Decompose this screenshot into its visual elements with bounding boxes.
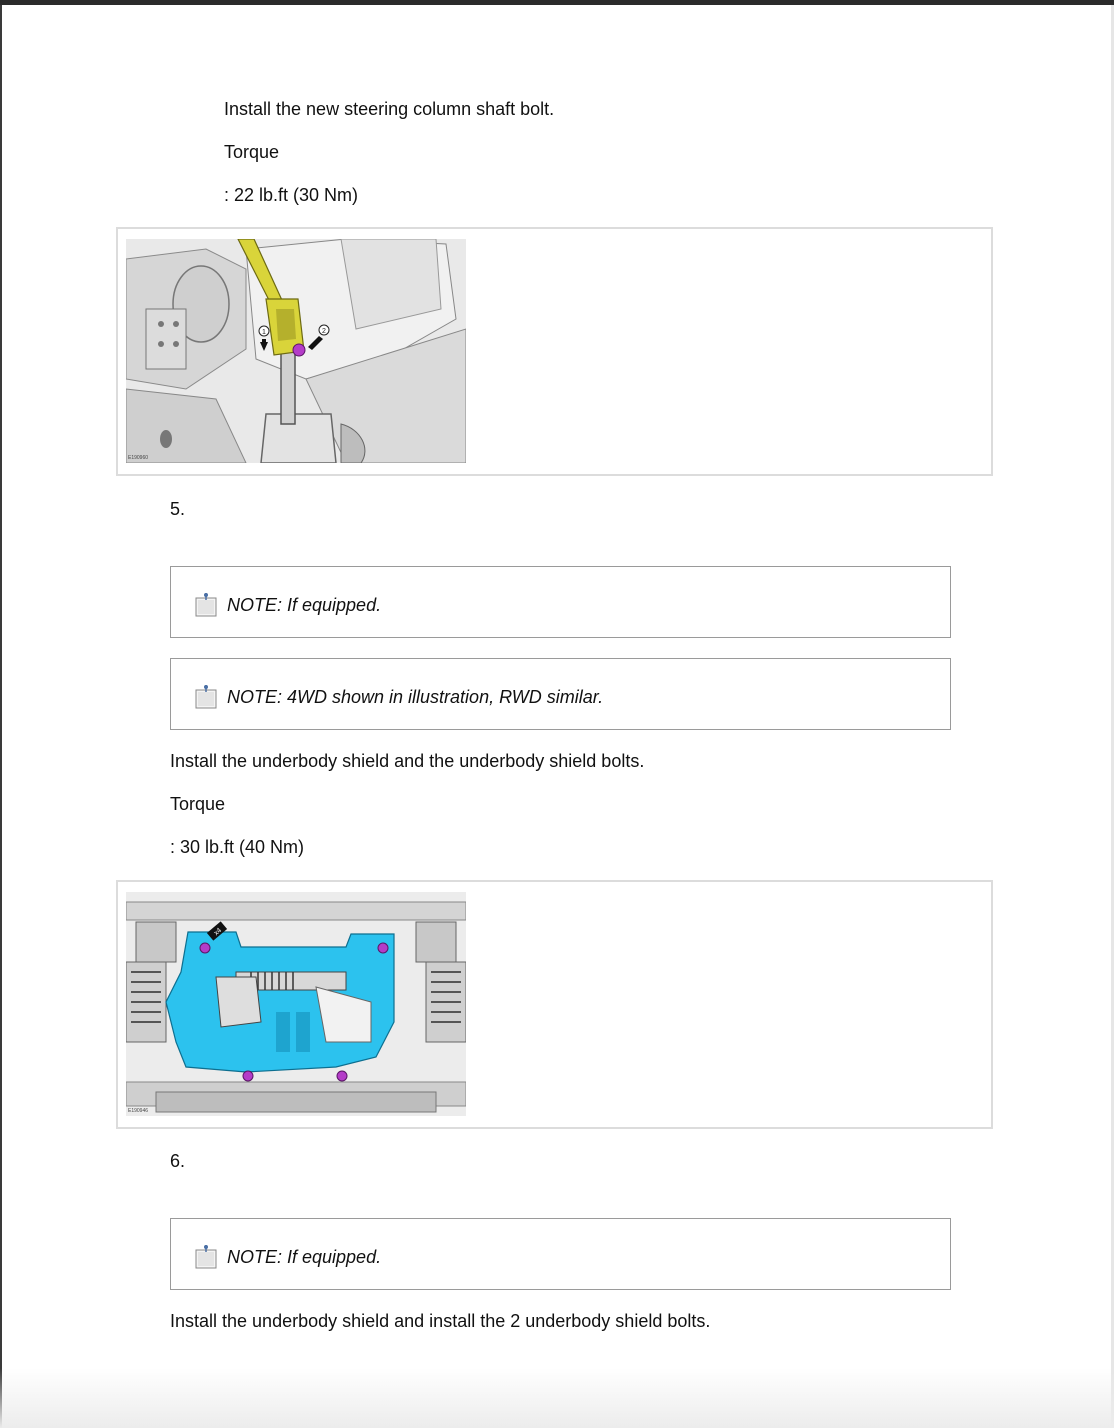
underbody-shield-figure — [116, 880, 993, 1129]
step5-number: 5. — [170, 499, 186, 519]
callout-2: 2 — [322, 328, 326, 335]
note-box — [170, 566, 951, 638]
note-text: NOTE: If equipped. — [227, 1247, 382, 1267]
step4-torque-label: Torque — [224, 142, 280, 162]
page-left-border — [0, 5, 2, 1428]
step5-torque-value: : 30 lb.ft (40 Nm) — [170, 837, 305, 857]
note-text: NOTE: 4WD shown in illustration, RWD similar. — [227, 687, 604, 707]
step6-number: 6. — [170, 1151, 186, 1171]
step4-instruction: Install the new steering column shaft bolt. — [224, 99, 555, 119]
note-icon — [195, 593, 217, 617]
callout-1: 1 — [262, 329, 266, 336]
figure-code-e190946: E190946 — [128, 1108, 149, 1114]
page-bottom-fade — [0, 1368, 1114, 1428]
step4-torque-value: : 22 lb.ft (30 Nm) — [224, 185, 359, 205]
window-top-border — [0, 0, 1114, 5]
figure-code-e190960: E190960 — [128, 455, 149, 461]
note-box — [170, 658, 951, 730]
steering-shaft-illustration — [126, 239, 466, 463]
step6-instruction: Install the underbody shield and install the 2 underbody shield bolts. — [170, 1311, 711, 1331]
callout-x4: x4 — [212, 927, 224, 938]
note-text: NOTE: If equipped. — [227, 595, 382, 615]
underbody-shield-illustration — [126, 892, 466, 1116]
step5-instruction: Install the underbody shield and the underbody shield bolts. — [170, 751, 645, 771]
note-icon — [195, 1245, 217, 1269]
note-box — [170, 1218, 951, 1290]
step5-torque-label: Torque — [170, 794, 226, 814]
note-icon — [195, 685, 217, 709]
steering-shaft-figure — [116, 227, 993, 476]
